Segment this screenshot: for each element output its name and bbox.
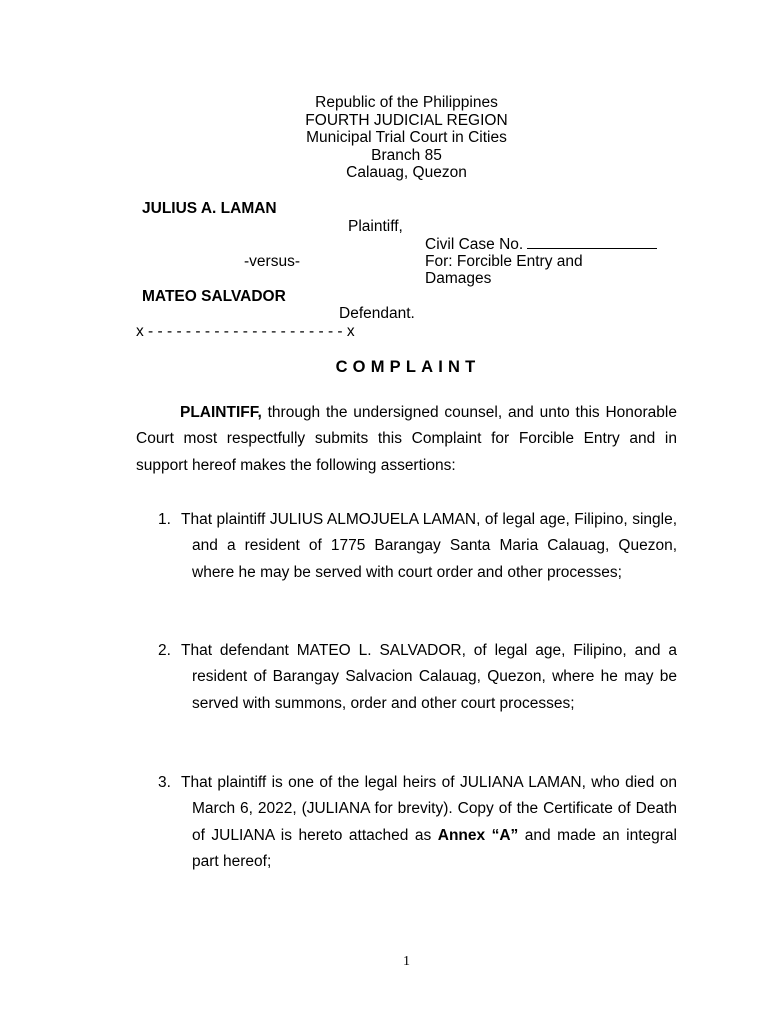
intro-lead: PLAINTIFF, — [180, 404, 262, 421]
annex-label: Annex “A” — [437, 826, 519, 844]
case-nature-line1: For: Forcible Entry and — [425, 253, 583, 270]
header-republic: Republic of the Philippines — [315, 94, 498, 111]
header-court: Municipal Trial Court in Cities — [306, 129, 507, 146]
civil-case-number — [425, 235, 657, 254]
intro-text: through the undersigned counsel, and unto this Honorable Court most respectfully submits this Complaint for Forcible Entry and in support hereof makes the following assertions: — [136, 404, 677, 474]
item-number: 1. — [158, 511, 171, 528]
item-text-after: and made an integral part hereof; — [192, 826, 677, 870]
list-item — [136, 638, 677, 717]
defendant-name: MATEO SALVADOR — [142, 288, 286, 305]
versus-label: -versus- — [244, 253, 300, 270]
header-branch: Branch 85 — [371, 146, 442, 164]
item-text: That defendant MATEO L. SALVADOR, of legal age, Filipino, and a resident of Barangay Salvacion Calauag, Quezon, where he may be served with summons, order and other court processes; — [181, 642, 677, 712]
list-item — [136, 770, 677, 875]
document-title: COMPLAINT — [335, 358, 481, 376]
header-location: Calauag, Quezon — [346, 164, 467, 181]
civil-case-blank — [527, 235, 657, 249]
item-number: 2. — [158, 642, 171, 659]
list-item — [136, 507, 677, 586]
header-region: FOURTH JUDICIAL REGION — [305, 111, 508, 129]
civil-case-label: Civil Case No. — [425, 236, 524, 253]
caption-separator: x - - - - - - - - - - - - - - - - - - - - - x — [136, 323, 355, 340]
item-text — [181, 770, 677, 875]
item-number: 3. — [158, 774, 171, 791]
item-text: That plaintiff JULIUS ALMOJUELA LAMAN, of legal age, Filipino, single, and a resident of 1775 Barangay Santa Maria Calauag, Quezon, where he may be served with court order and other processes; — [181, 511, 677, 581]
defendant-role: Defendant. — [339, 305, 415, 322]
case-nature-line2: Damages — [425, 270, 492, 287]
plaintiff-role: Plaintiff, — [348, 218, 403, 235]
intro-paragraph — [136, 400, 677, 479]
court-header — [0, 94, 768, 182]
plaintiff-name: JULIUS A. LAMAN — [142, 200, 277, 217]
page-number: 1 — [403, 954, 410, 969]
item-text-before: That plaintiff is one of the legal heirs of JULIANA LAMAN, who died on March 6, 2022, (JULIANA for brevity). Copy of the Certificate of Death of JULIANA is hereto attached as — [181, 774, 677, 844]
